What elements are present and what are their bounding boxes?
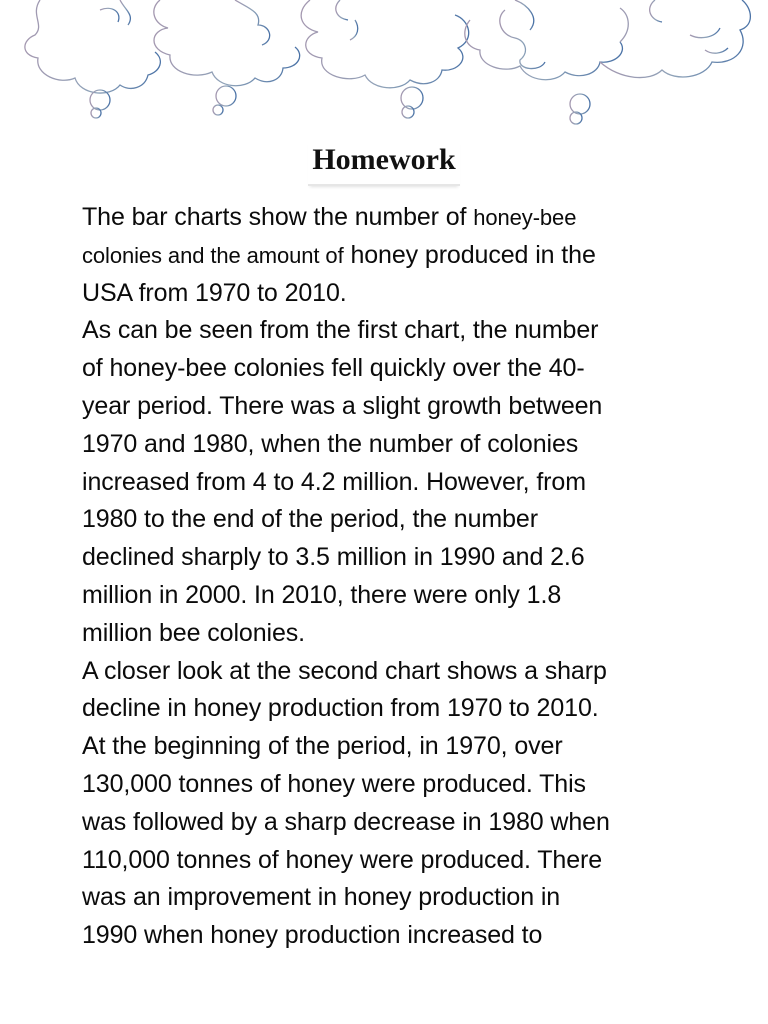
page-title: Homework bbox=[308, 140, 459, 186]
text-line bbox=[82, 275, 692, 313]
text-span: USA from 1970 to 2010. bbox=[82, 278, 347, 307]
text-line: A closer look at the second chart shows a sharp bbox=[82, 656, 607, 685]
text-line: decline in honey production from 1970 to 2010. bbox=[82, 694, 599, 723]
text-span: colonies and the amount of bbox=[82, 242, 344, 268]
text-span: The bar charts show the number of bbox=[82, 203, 474, 231]
text-line: As can be seen from the first chart, the number bbox=[82, 316, 599, 345]
title-container bbox=[0, 140, 768, 186]
text-line: At the beginning of the period, in 1970, over bbox=[82, 732, 563, 761]
text-line: 130,000 tonnes of honey were produced. This bbox=[82, 769, 586, 798]
text-line: 1990 when honey production increased to bbox=[82, 921, 543, 950]
paragraph-2 bbox=[82, 312, 692, 652]
text-line: 1980 to the end of the period, the number bbox=[82, 505, 538, 534]
text-line: declined sharply to 3.5 million in 1990 and 2.6 bbox=[82, 543, 585, 572]
decorative-cloud-border bbox=[0, 0, 768, 130]
text-span: honey produced in the bbox=[343, 240, 596, 269]
text-line: million bee colonies. bbox=[82, 618, 306, 647]
document-body bbox=[82, 199, 692, 955]
paragraph-1 bbox=[82, 199, 692, 312]
paragraph-3 bbox=[82, 653, 692, 955]
text-line: of honey-bee colonies fell quickly over the 40- bbox=[82, 354, 585, 383]
text-line bbox=[82, 199, 692, 237]
text-line: 1970 and 1980, when the number of colonies bbox=[82, 429, 579, 458]
text-line: 110,000 tonnes of honey were produced. There bbox=[82, 845, 603, 874]
text-line: was followed by a sharp decrease in 1980 when bbox=[82, 807, 610, 836]
text-line: million in 2000. In 2010, there were only 1.8 bbox=[82, 580, 562, 609]
text-span: honey-bee bbox=[473, 205, 577, 230]
text-line: increased from 4 to 4.2 million. However, from bbox=[82, 467, 586, 496]
text-line: year period. There was a slight growth between bbox=[82, 391, 603, 420]
text-line bbox=[82, 237, 692, 275]
text-line: was an improvement in honey production in bbox=[82, 883, 561, 912]
